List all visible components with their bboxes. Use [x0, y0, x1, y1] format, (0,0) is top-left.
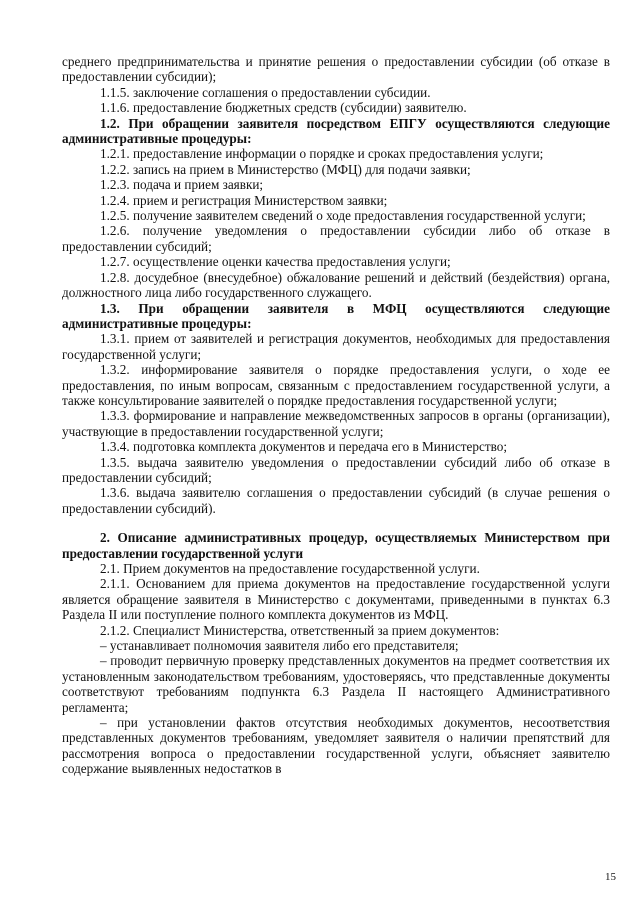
paragraph: 2.1.2. Специалист Министерства, ответственный за прием документов:: [100, 622, 500, 638]
paragraph: 2.1.1. Основанием для приема документов на предоставление государственной услуги является обращение заявителя в Министерство с документами, приведенными в пунктах 6.3 Раздела II или поступление полного комплекта документов из МФЦ.: [62, 576, 610, 623]
paragraph: 1.3.6. выдача заявителю соглашения о предоставлении субсидий (в случае решения о предоставлении субсидий).: [62, 485, 610, 516]
page-number: 15: [605, 871, 616, 883]
section-spacer: [62, 516, 610, 530]
paragraph: 1.1.6. предоставление бюджетных средств (субсидии) заявителю.: [100, 100, 467, 116]
paragraph: 1.2.5. получение заявителем сведений о ходе предоставления государственной услуги;: [100, 208, 586, 224]
paragraph: – при установлении фактов отсутствия необходимых документов, несоответствия представленных документов требованиям, уведомляет заявителя о наличии препятствий для рассмотрения вопроса о предоставлении государственной услуги, объясняет заявителю содержание выявленных недостатков в: [62, 715, 610, 777]
paragraph: 1.2.1. предоставление информации о порядке и сроках предоставления услуги;: [100, 146, 544, 162]
paragraph: 1.3.4. подготовка комплекта документов и передача его в Министерство;: [100, 439, 508, 455]
document-body: [62, 54, 610, 777]
paragraph: 2.1. Прием документов на предоставление государственной услуги.: [100, 561, 480, 576]
paragraph: среднего предпринимательства и принятие решения о предоставлении субсидии (об отказе в предоставлении субсидии);: [62, 54, 610, 85]
paragraph: 1.2.4. прием и регистрация Министерством заявки;: [100, 192, 388, 208]
paragraph: 1.3.5. выдача заявителю уведомления о предоставлении субсидий либо об отказе в предоставлении субсидий;: [62, 454, 610, 485]
paragraph: 1.2.7. осуществление оценки качества предоставления услуги;: [100, 254, 451, 270]
paragraph: 1.2.8. досудебное (внесудебное) обжалование решений и действий (бездействия) органа, должностного лица либо государственного служащего.: [62, 269, 610, 301]
paragraph: – проводит первичную проверку представленных документов на предмет соответствия их установленным законодательством требованиям, удостоверяясь, что представленные документы соответствуют требованиям подпункта 6.3 Раздела II настоящего Административного регламента;: [62, 653, 610, 715]
paragraph: 1.3.3. формирование и направление межведомственных запросов в органы (организации), участвующие в предоставлении государственной услуги;: [62, 408, 610, 439]
paragraph: 1.1.5. заключение соглашения о предоставлении субсидии.: [100, 84, 431, 100]
paragraph: 1.2.6. получение уведомления о предоставлении субсидии либо об отказе в предоставлении субсидий;: [62, 223, 610, 254]
section-heading: 1.2. При обращении заявителя посредством ЕПГУ осуществляются следующие административные процедуры:: [62, 115, 610, 147]
paragraph: 1.3.1. прием от заявителей и регистрация документов, необходимых для предоставления государственной услуги;: [62, 331, 610, 362]
section-heading: 1.3. При обращении заявителя в МФЦ осуществляются следующие административные процедуры:: [62, 300, 610, 331]
paragraph: 1.3.2. информирование заявителя о порядке предоставления услуги, о ходе ее предоставления, по иным вопросам, связанным с предоставлением государственной услуги, а также консультирование заявителей о порядке предоставления государственной услуги;: [62, 362, 610, 408]
section-heading: 2. Описание административных процедур, осуществляемых Министерством при предоставлении государственной услуги: [62, 530, 610, 561]
paragraph: – устанавливает полномочия заявителя либо его представителя;: [100, 638, 459, 654]
paragraph: 1.2.3. подача и прием заявки;: [100, 177, 264, 193]
paragraph: 1.2.2. запись на прием в Министерство (МФЦ) для подачи заявки;: [100, 161, 471, 177]
